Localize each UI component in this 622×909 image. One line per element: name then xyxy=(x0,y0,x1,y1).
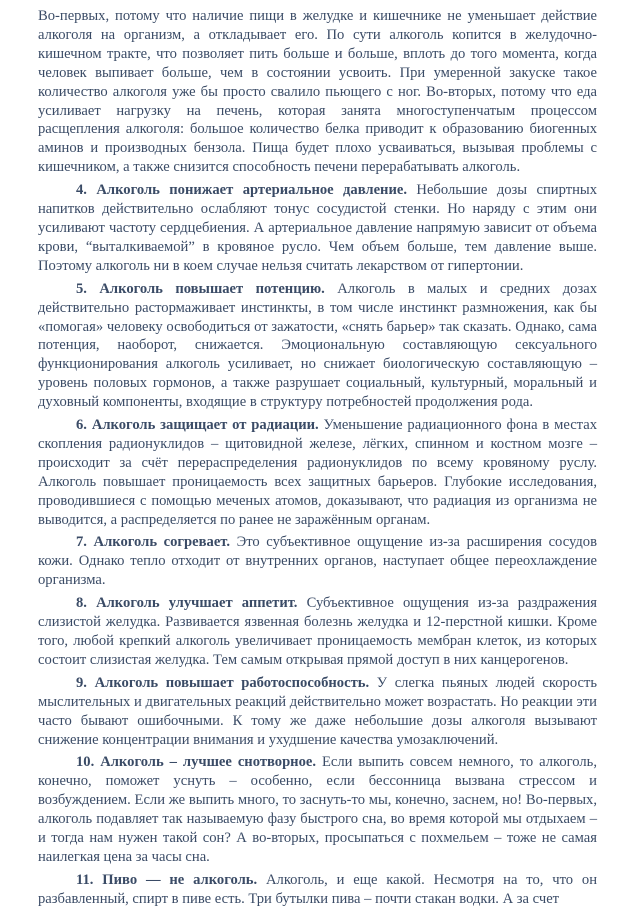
paragraph-heading: Алкоголь повышает потенцию. xyxy=(99,280,325,297)
paragraph-11 xyxy=(38,871,597,909)
paragraph-heading: Алкоголь защищает от радиации. xyxy=(91,417,319,434)
paragraph-number: 10. xyxy=(76,754,95,771)
paragraph-number: 4. xyxy=(76,182,87,199)
paragraph-heading: Алкоголь повышает работоспособность. xyxy=(94,674,370,691)
paragraph-6 xyxy=(38,416,597,529)
paragraph-body: Алкоголь в малых и средних дозах действительно растормаживает инстинкты, в том числе инстинкт размножения, как бы «помогая» человеку освободиться от зажатости, «снять барьер» так сказать. Однако, сама потенция, наоборот, снижается. Эмоциональную составляющую сексуального функционирования алкоголь усиливает, но снижает биологическую составляющую – уровень половых гормонов, а также разрушает социальный, культурный, моральный и духовный компоненты, входящие в структуру потребностей продолжения рода. xyxy=(38,280,598,411)
paragraph-number: 7. xyxy=(76,534,87,551)
paragraph-body: Субъективное ощущения из-за раздражения слизистой желудка. Развивается язвенная болезнь желудка и 12-перстной кишки. Кроме того, любой крепкий алкоголь увеличивает проницаемость мембран клеток, из которых состоит слизистая желудка. Тем самым открывая прямой доступ в них канцерогенов. xyxy=(38,595,597,668)
paragraph-heading: Алкоголь – лучшее снотворное. xyxy=(100,754,317,771)
paragraph-number: 8. xyxy=(76,595,87,612)
paragraph-10 xyxy=(38,753,597,866)
paragraph-number: 5. xyxy=(76,280,87,297)
paragraph-body: У слегка пьяных людей скорость мыслительных и двигательных реакций действительно может возрастать. Но реакции эти часто бывают ошибочными. К тому же даже небольшие дозы алкоголя вызывают снижение концентрации внимания и ухудшение качества умозаключений. xyxy=(38,674,597,748)
paragraph-body: Если выпить совсем немного, то алкоголь, конечно, поможет уснуть – особенно, если бессонница вызвана стрессом и возбуждением. Если же выпить много, то заснуть-то мы, конечно, заснем, но! Во-первых, алкоголь подавляет так называемую фазу быстрого сна, во время которой мы отдыхаем – и тогда нам нужен такой сон? А во-вторых, просыпаться с похмельем – тоже не самая наилегкая цена за часы сна. xyxy=(38,754,597,865)
paragraph-9 xyxy=(38,674,597,750)
document-body xyxy=(38,7,597,909)
paragraph-number: 9. xyxy=(76,674,87,691)
paragraph-heading: Алкоголь улучшает аппетит. xyxy=(96,595,298,612)
paragraph-heading: Пиво — не алкоголь. xyxy=(102,871,258,888)
paragraph-heading: Алкоголь понижает артериальное давление. xyxy=(96,182,407,199)
paragraph-body: Алкоголь, и еще какой. Несмотря на то, что он разбавленный, спирт в пиве есть. Три бутылки пива – почти стакан водки. А за счет xyxy=(38,871,598,907)
paragraph-7 xyxy=(38,533,597,590)
paragraph-5 xyxy=(38,280,597,412)
paragraph-body: Уменьшение радиационного фона в местах скопления радионуклидов – щитовидной железе, лёгких, спинном и костном мозге – происходит за счёт перераспределения радионуклидов по всему кровяному руслу. Алкоголь повышает проницаемость всех защитных барьеров. Глубокие исследования, проводившиеся с помощью меченых атомов, доказывают, что радиация из организма не выводится, а распределяется по ранее не заражённым органам. xyxy=(38,417,598,528)
paragraph-4 xyxy=(38,181,597,276)
paragraph-8 xyxy=(38,594,597,670)
paragraph-body: Небольшие дозы спиртных напитков действительно ослабляют тонус сосудистой стенки. Но наряду с этим они усиливают частоту сердцебиения. А артериальное давление напрямую зависит от объема крови, “выталкиваемой” в кровяное русло. Чем объем больше, тем давление выше. Поэтому алкоголь ни в коем случае нельзя считать лекарством от гипертонии. xyxy=(38,182,597,274)
paragraph-body: Это субъективное ощущение из-за расширения сосудов кожи. Однако тепло отходит от внутренних органов, наступает общее переохлаждение организма. xyxy=(38,534,597,589)
paragraph-intro xyxy=(38,7,597,177)
paragraph-heading: Алкоголь согревает. xyxy=(93,534,231,551)
paragraph-number: 11. xyxy=(76,871,94,888)
paragraph-body: Во-первых, потому что наличие пищи в желудке и кишечнике не уменьшает действие алкоголя на организм, а откладывает его. По сути алкоголь копится в желудочно-кишечном тракте, что позволяет пить больше и больше, вплоть до того момента, когда человек выпивает больше, чем в состоянии усвоить. При умеренной закуске такое количество алкоголя уже бы просто свалило пьющего с ног. Во-вторых, потому что еда усиливает нагрузку на печень, которая занята многоступенчатым процессом расщепления алкоголя: большое количество белка приводит к образованию биогенных аминов и производных бензола. Пища будет плохо усваиваться, вызывая проблемы с кишечником, а также снизится способность печени перерабатывать алкоголь. xyxy=(38,8,597,176)
paragraph-number: 6. xyxy=(76,417,87,434)
